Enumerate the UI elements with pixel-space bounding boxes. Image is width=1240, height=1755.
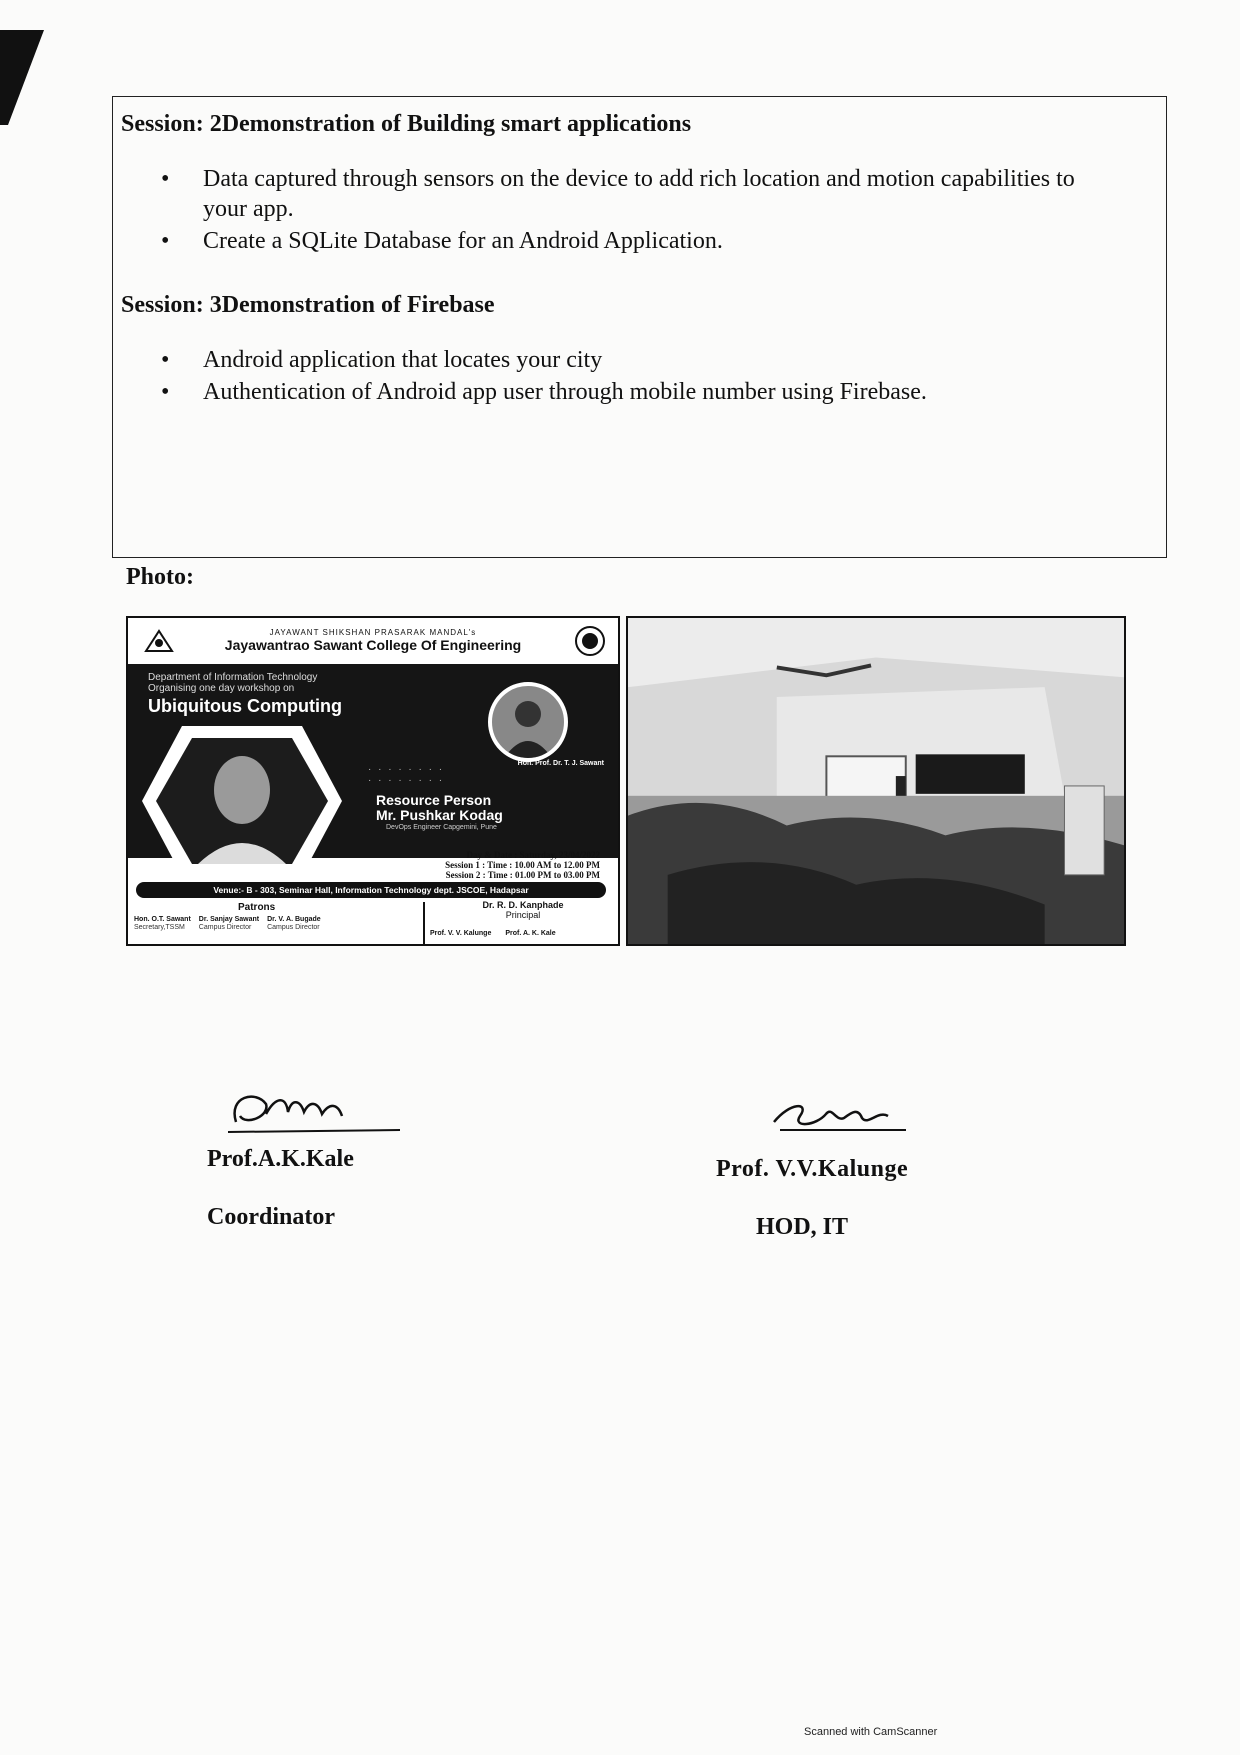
list-item: • Authentication of Android app user through mobile number using Firebase. bbox=[203, 377, 1156, 407]
poster-body bbox=[128, 664, 618, 858]
scanner-watermark: Scanned with CamScanner bbox=[804, 1726, 938, 1738]
session-box bbox=[112, 96, 1167, 558]
session-3-bullets bbox=[121, 345, 1156, 407]
principal-role: Principal bbox=[505, 910, 541, 920]
session-2-bullets bbox=[121, 164, 1156, 256]
poster-department bbox=[148, 672, 317, 694]
poster-resource-label: Resource Person bbox=[376, 792, 492, 808]
poster-dept-line2: Organising one day workshop on bbox=[148, 683, 295, 694]
right-signatory-role: HOD, IT bbox=[756, 1214, 849, 1240]
patron-item: Dr. Sanjay Sawant Campus Director bbox=[198, 916, 260, 931]
prof-name: Prof. V. V. Kalunge bbox=[430, 930, 492, 937]
poster-divider bbox=[423, 902, 425, 944]
college-logo-icon bbox=[144, 627, 174, 655]
workshop-poster bbox=[126, 616, 620, 946]
classroom-photo bbox=[626, 616, 1126, 946]
dignitary-portrait bbox=[488, 682, 568, 762]
poster-principal bbox=[428, 900, 618, 920]
poster-resource-name: Mr. Pushkar Kodag bbox=[376, 807, 503, 823]
poster-hon-name: Hon. Prof. Dr. T. J. Sawant bbox=[517, 760, 604, 767]
poster-resource-role: DevOps Engineer Capgemini, Pune bbox=[386, 824, 497, 831]
photo-label: Photo: bbox=[126, 564, 194, 590]
decorative-dots: · · · · · · · · · · · · · · · · bbox=[368, 764, 445, 786]
poster-schedule bbox=[445, 850, 600, 880]
poster-mandal: JAYAWANT SHIKSHAN PRASARAK MANDAL's bbox=[269, 628, 477, 637]
patron-item: Hon. O.T. Sawant Secretary,TSSM bbox=[134, 916, 191, 931]
signature-right bbox=[770, 1096, 910, 1136]
poster-profs bbox=[430, 930, 556, 937]
poster-patrons-title: Patrons bbox=[238, 902, 276, 913]
session-2-title: Session: 2Demonstration of Building smart applications bbox=[121, 111, 692, 137]
list-item: • Android application that locates your city bbox=[203, 345, 1156, 375]
poster-venue: Venue:- B - 303, Seminar Hall, Information Technology dept. JSCOE, Hadapsar bbox=[136, 882, 606, 898]
left-signatory-name: Prof.A.K.Kale bbox=[207, 1146, 354, 1172]
list-item: • Create a SQLite Database for an Android Application. bbox=[203, 226, 1156, 256]
speaker-portrait bbox=[142, 726, 342, 876]
poster-date: Day & Date : Saturday, 23/04/2022 bbox=[466, 850, 600, 860]
poster-header bbox=[128, 618, 618, 665]
signature-left bbox=[226, 1086, 402, 1136]
poster-session2: Session 2 : Time : 01.00 PM to 03.00 PM bbox=[445, 870, 600, 880]
right-signatory-name: Prof. V.V.Kalunge bbox=[716, 1156, 909, 1182]
seal-logo-icon bbox=[574, 625, 606, 657]
poster-dept-line1: Department of Information Technology bbox=[148, 672, 318, 683]
poster-workshop-title: Ubiquitous Computing bbox=[148, 696, 342, 716]
patron-item: Dr. V. A. Bugade Campus Director bbox=[267, 916, 321, 931]
scan-edge-mark bbox=[0, 0, 50, 130]
poster-patrons bbox=[134, 916, 321, 932]
principal-name: Dr. R. D. Kanphade bbox=[482, 900, 564, 910]
poster-college: Jayawantrao Sawant College Of Engineering bbox=[224, 637, 522, 653]
session-3-title: Session: 3Demonstration of Firebase bbox=[121, 292, 495, 318]
poster-session1: Session 1 : Time : 10.00 AM to 12.00 PM bbox=[445, 860, 600, 870]
prof-name: Prof. A. K. Kale bbox=[505, 930, 556, 937]
list-item: • Data captured through sensors on the device to add rich location and motion capabilities to your app. bbox=[203, 164, 1103, 224]
left-signatory-role: Coordinator bbox=[207, 1204, 335, 1230]
